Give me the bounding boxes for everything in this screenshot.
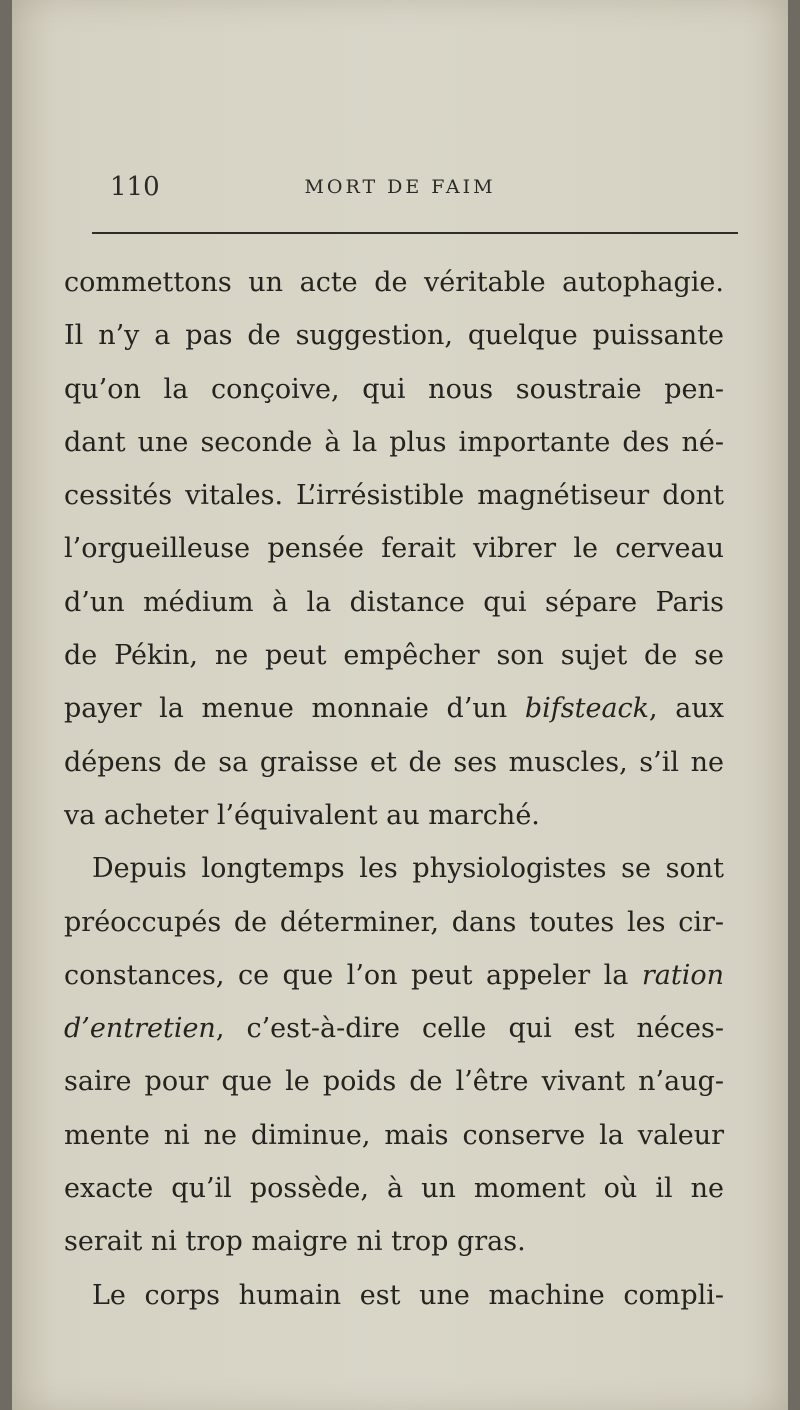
- text-segment: , aux: [649, 693, 724, 725]
- header-rule: [92, 232, 738, 234]
- text-segment: payer la menue monnaie d’un: [64, 693, 525, 725]
- italic-term: bifsteack: [524, 693, 650, 725]
- text-line: de Pékin, ne peut empêcher son sujet de se: [64, 640, 724, 672]
- text-line: l’orgueilleuse pensée ferait vibrer le cerveau: [64, 533, 724, 565]
- page-number: 110: [110, 172, 160, 202]
- italic-term: d’entretien: [64, 1013, 216, 1045]
- text-line: dant une seconde à la plus importante des né-: [64, 426, 724, 458]
- text-line: Le corps humain est une machine compli-: [92, 1279, 724, 1311]
- text-line: commettons un acte de véritable autophagie.: [64, 267, 724, 298]
- text-line: cessités vitales. L’irrésistible magnétiseur dont: [64, 480, 724, 512]
- italic-term: ration: [641, 959, 724, 991]
- page-header: [12, 172, 788, 212]
- text-line: serait ni trop maigre ni trop gras.: [64, 1226, 526, 1258]
- text-line: mente ni ne diminue, mais conserve la valeur: [64, 1119, 724, 1151]
- text-line: dépens de sa graisse et de ses muscles, s’il ne: [64, 746, 724, 778]
- running-title: MORT DE FAIM: [304, 176, 496, 198]
- text-line: qu’on la conçoive, qui nous soustraie pen-: [64, 373, 724, 405]
- text-line: va acheter l’équivalent au marché.: [64, 799, 540, 831]
- text-line: Il n’y a pas de suggestion, quelque puissante: [64, 320, 724, 352]
- book-page: [12, 0, 788, 1410]
- text-line: préoccupés de déterminer, dans toutes les cir-: [64, 906, 724, 938]
- text-line: [64, 1002, 724, 1055]
- body-text: [64, 256, 724, 1322]
- text-line: Depuis longtemps les physiologistes se sont: [92, 853, 724, 885]
- text-line: [64, 682, 724, 735]
- text-line: [64, 949, 724, 1002]
- text-line: exacte qu’il possède, à un moment où il ne: [64, 1173, 724, 1205]
- text-segment: constances, ce que l’on peut appeler la: [64, 959, 642, 991]
- text-line: d’un médium à la distance qui sépare Paris: [64, 586, 724, 618]
- text-line: saire pour que le poids de l’être vivant n’aug-: [64, 1066, 724, 1098]
- text-segment: , c’est-à-dire celle qui est néces-: [215, 1013, 724, 1045]
